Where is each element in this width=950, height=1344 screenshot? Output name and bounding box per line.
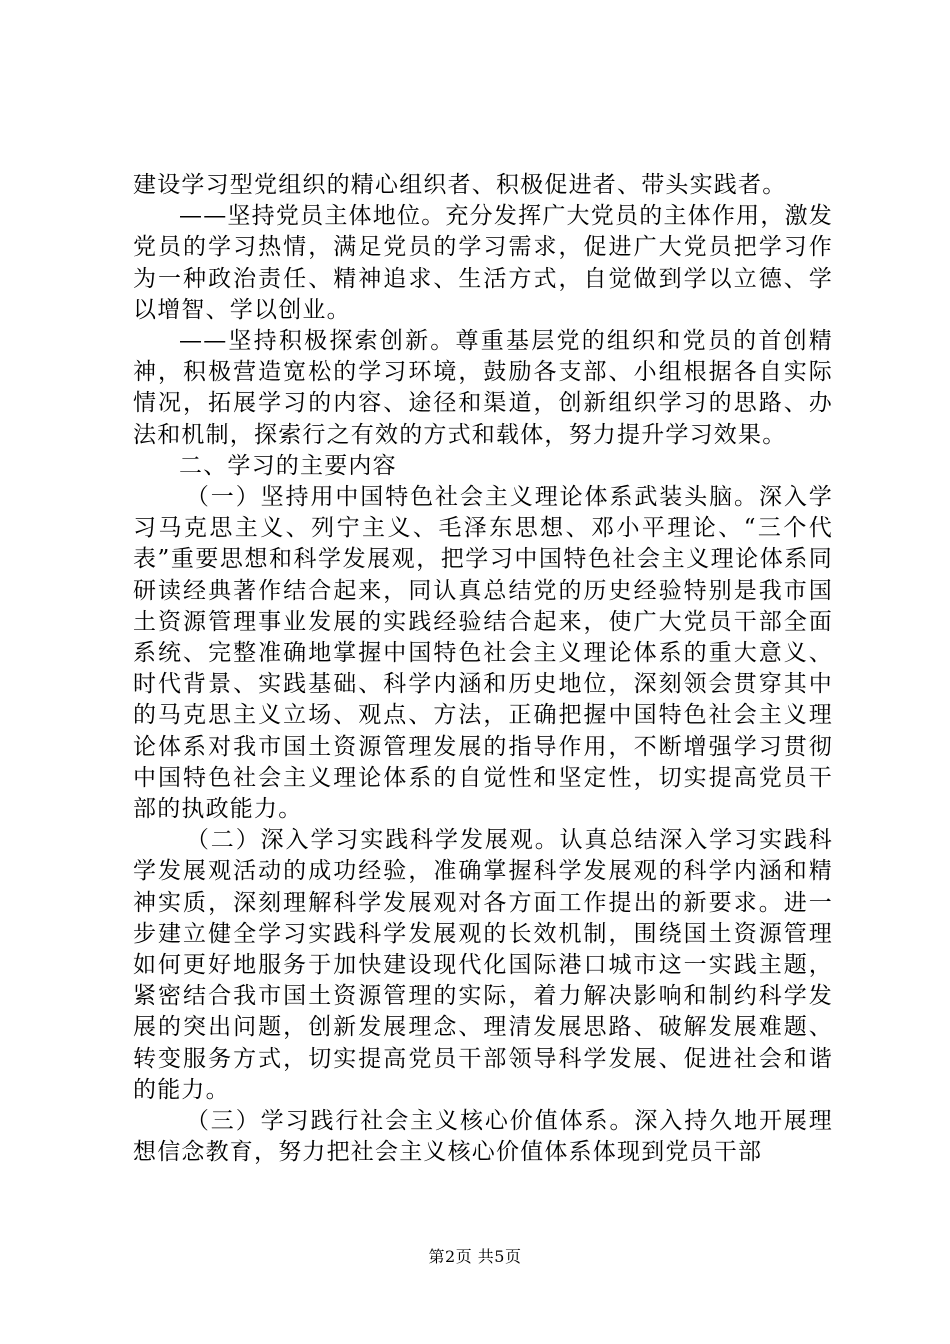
section-heading-main-content: 二、学习的主要内容 [179,452,397,479]
paragraph-item-2: （二）深入学习实践科学发展观。认真总结深入学习实践科学发展观活动的成功经验，准确掌握科学发展观的科学内涵和精神实质，深刻理解科学发展观对各方面工作提出的新要求。进一步建立健全学习实践科学发展观的长效机制，围绕国土资源管理如何更好地服务于加快建设现代化国际港口城市这一实践主题，紧密结合我市国土资源管理的实际，着力解决影响和制约科学发展的突出问题，创新发展理念、理清发展思路、破解发展难题、转变服务方式，切实提高党员干部领导科学发展、促进社会和谐的能力。 [133,827,833,1103]
paragraph-item-1: （一）坚持用中国特色社会主义理论体系武装头脑。深入学习马克思主义、列宁主义、毛泽东思想、邓小平理论、“三个代表”重要思想和科学发展观，把学习中国特色社会主义理论体系同研读经典著作结合起来，同认真总结党的历史经验特别是我市国土资源管理事业发展的实践经验结合起来，使广大党员干部全面系统、完整准确地掌握中国特色社会主义理论体系的重大意义、时代背景、实践基础、科学内涵和历史地位，深刻领会贯穿其中的马克思主义立场、观点、方法，正确把握中国特色社会主义理论体系对我市国土资源管理发展的指导作用，不断增强学习贯彻中国特色社会主义理论体系的自觉性和坚定性，切实提高党员干部的执政能力。 [133,484,833,823]
paragraph-item-3: （三）学习践行社会主义核心价值体系。深入持久地开展理想信念教育，努力把社会主义核心价值体系体现到党员干部 [133,1108,833,1166]
paragraph-continuation: 建设学习型党组织的精心组织者、积极促进者、带头实践者。 [133,172,787,198]
paragraph-party-member-subject: ——坚持党员主体地位。充分发挥广大党员的主体作用，激发党员的学习热情，满足党员的学习需求，促进广大党员把学习作为一种政治责任、精神追求、生活方式，自觉做到学以立德、学以增智、学以创业。 [133,203,833,323]
paragraph-explore-innovation: ——坚持积极探索创新。尊重基层党的组织和党员的首创精神，积极营造宽松的学习环境，鼓励各支部、小组根据各自实际情况，拓展学习的内容、途径和渠道，创新组织学习的思路、办法和机制，探索行之有效的方式和载体，努力提升学习效果。 [133,328,833,448]
document-body [133,170,833,1169]
page-number-footer: 第2页 共5页 [428,1247,522,1266]
